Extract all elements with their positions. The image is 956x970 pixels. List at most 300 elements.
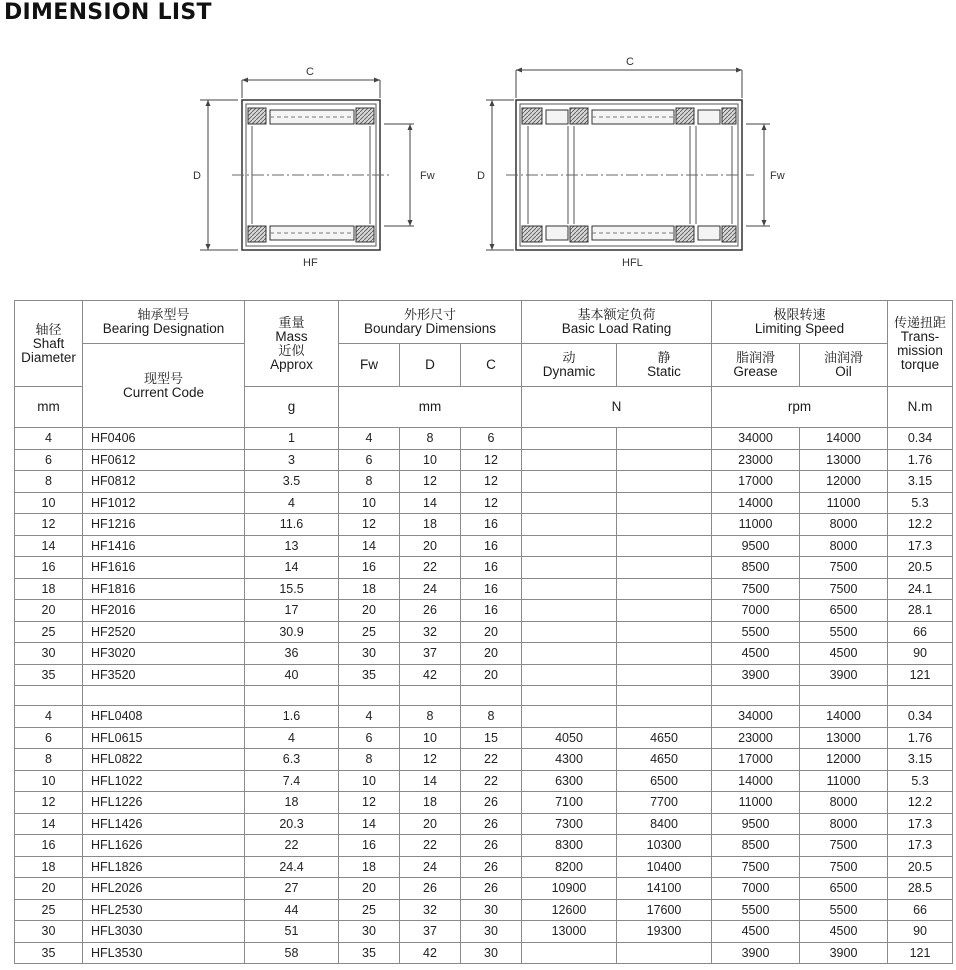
fw-cell: 8 (339, 471, 400, 493)
code-cell: HF0612 (83, 449, 245, 471)
code-cell: HF1216 (83, 514, 245, 536)
limiting-speed-header: 极限转速 Limiting Speed (712, 301, 888, 344)
c-cell: 12 (461, 492, 522, 514)
dynamic-cell: 10900 (522, 878, 617, 900)
static-cell (617, 600, 712, 622)
static-cell (617, 578, 712, 600)
code-cell: HF0812 (83, 471, 245, 493)
torque-cell: 28.1 (888, 600, 953, 622)
spacer-cell (800, 686, 888, 706)
grease-cell: 7000 (712, 878, 800, 900)
c-cell: 22 (461, 770, 522, 792)
grease-cell: 17000 (712, 749, 800, 771)
grease-cell: 3900 (712, 942, 800, 964)
d-cell: 10 (400, 449, 461, 471)
shaft-cell: 25 (15, 899, 83, 921)
c-cell: 8 (461, 706, 522, 728)
static-header: 静 Static (617, 344, 712, 387)
fw-cell: 12 (339, 792, 400, 814)
mass-cell: 17 (245, 600, 339, 622)
grease-cell: 23000 (712, 449, 800, 471)
table-row (15, 921, 953, 943)
code-cell: HF3020 (83, 643, 245, 665)
mass-cell: 3.5 (245, 471, 339, 493)
hfl-dim-c-label: C (626, 56, 634, 68)
boundary-unit: mm (339, 387, 522, 428)
oil-cell: 8000 (800, 792, 888, 814)
dynamic-cell (522, 621, 617, 643)
shaft-cell: 4 (15, 706, 83, 728)
dynamic-cell: 12600 (522, 899, 617, 921)
section-spacer-row (15, 686, 953, 706)
d-cell: 8 (400, 706, 461, 728)
fw-cell: 6 (339, 449, 400, 471)
fw-cell: 16 (339, 835, 400, 857)
oil-cell: 14000 (800, 428, 888, 450)
c-cell: 12 (461, 449, 522, 471)
table-row (15, 514, 953, 536)
oil-cell: 14000 (800, 706, 888, 728)
torque-cell: 20.5 (888, 856, 953, 878)
dynamic-cell (522, 942, 617, 964)
shaft-cell: 20 (15, 600, 83, 622)
c-cell: 26 (461, 856, 522, 878)
grease-cell: 7500 (712, 856, 800, 878)
oil-cell: 11000 (800, 770, 888, 792)
c-cell: 26 (461, 792, 522, 814)
basic-load-rating-header: 基本额定负荷 Basic Load Rating (522, 301, 712, 344)
hf-label: HF (303, 257, 318, 269)
code-cell: HFL1426 (83, 813, 245, 835)
spacer-cell (461, 686, 522, 706)
mass-cell: 51 (245, 921, 339, 943)
shaft-cell: 14 (15, 813, 83, 835)
code-cell: HFL1826 (83, 856, 245, 878)
torque-cell: 17.3 (888, 835, 953, 857)
mass-unit: g (245, 387, 339, 428)
shaft-cell: 14 (15, 535, 83, 557)
torque-cell: 90 (888, 643, 953, 665)
table-row (15, 942, 953, 964)
fw-cell: 12 (339, 514, 400, 536)
static-cell: 17600 (617, 899, 712, 921)
torque-cell: 121 (888, 664, 953, 686)
code-cell: HFL0615 (83, 727, 245, 749)
shaft-cell: 12 (15, 514, 83, 536)
mass-cell: 58 (245, 942, 339, 964)
d-cell: 10 (400, 727, 461, 749)
speed-unit: rpm (712, 387, 888, 428)
fw-cell: 16 (339, 557, 400, 579)
mass-cell: 18 (245, 792, 339, 814)
mass-cell: 6.3 (245, 749, 339, 771)
page-title: DIMENSION LIST (4, 0, 212, 25)
spacer-cell (400, 686, 461, 706)
table-row (15, 664, 953, 686)
mass-cell: 4 (245, 727, 339, 749)
static-cell (617, 535, 712, 557)
table-row (15, 792, 953, 814)
mass-cell: 30.9 (245, 621, 339, 643)
c-cell: 15 (461, 727, 522, 749)
torque-cell: 66 (888, 899, 953, 921)
fw-cell: 10 (339, 492, 400, 514)
dimension-table (14, 300, 953, 964)
c-cell: 20 (461, 643, 522, 665)
oil-cell: 8000 (800, 813, 888, 835)
dynamic-cell (522, 557, 617, 579)
dynamic-cell (522, 449, 617, 471)
static-cell (617, 706, 712, 728)
shaft-cell: 18 (15, 856, 83, 878)
static-cell: 10300 (617, 835, 712, 857)
dynamic-cell: 4050 (522, 727, 617, 749)
static-cell (617, 471, 712, 493)
dynamic-header: 动 Dynamic (522, 344, 617, 387)
mass-header: 重量 Mass 近似 Approx (245, 301, 339, 387)
torque-cell: 20.5 (888, 557, 953, 579)
mass-cell: 13 (245, 535, 339, 557)
mass-cell: 3 (245, 449, 339, 471)
code-cell: HFL1226 (83, 792, 245, 814)
static-cell: 14100 (617, 878, 712, 900)
oil-cell: 3900 (800, 664, 888, 686)
dynamic-cell (522, 664, 617, 686)
boundary-dimensions-header: 外形尺寸 Boundary Dimensions (339, 301, 522, 344)
shaft-cell: 16 (15, 835, 83, 857)
torque-cell: 0.34 (888, 428, 953, 450)
torque-cell: 12.2 (888, 514, 953, 536)
spacer-cell (712, 686, 800, 706)
d-cell: 14 (400, 770, 461, 792)
grease-cell: 7000 (712, 600, 800, 622)
mass-cell: 7.4 (245, 770, 339, 792)
dynamic-cell (522, 578, 617, 600)
table-row (15, 813, 953, 835)
torque-cell: 1.76 (888, 727, 953, 749)
c-cell: 30 (461, 899, 522, 921)
table-row (15, 557, 953, 579)
oil-cell: 13000 (800, 727, 888, 749)
torque-cell: 1.76 (888, 449, 953, 471)
shaft-cell: 12 (15, 792, 83, 814)
grease-cell: 8500 (712, 835, 800, 857)
oil-cell: 7500 (800, 835, 888, 857)
c-cell: 16 (461, 600, 522, 622)
code-cell: HF1416 (83, 535, 245, 557)
oil-cell: 12000 (800, 471, 888, 493)
shaft-diameter-header: 轴径 Shaft Diameter (15, 301, 83, 387)
shaft-cell: 10 (15, 492, 83, 514)
mass-cell: 1 (245, 428, 339, 450)
d-cell: 8 (400, 428, 461, 450)
shaft-cell: 10 (15, 770, 83, 792)
shaft-cell: 18 (15, 578, 83, 600)
table-row (15, 856, 953, 878)
dynamic-cell: 8200 (522, 856, 617, 878)
d-cell: 32 (400, 621, 461, 643)
fw-cell: 30 (339, 643, 400, 665)
table-row (15, 600, 953, 622)
d-cell: 14 (400, 492, 461, 514)
fw-cell: 20 (339, 600, 400, 622)
table-row (15, 899, 953, 921)
table-row (15, 578, 953, 600)
shaft-cell: 4 (15, 428, 83, 450)
fw-cell: 30 (339, 921, 400, 943)
table-row (15, 535, 953, 557)
static-cell: 6500 (617, 770, 712, 792)
fw-cell: 10 (339, 770, 400, 792)
table-body (15, 428, 953, 964)
fw-cell: 20 (339, 878, 400, 900)
dynamic-cell: 7300 (522, 813, 617, 835)
fw-cell: 6 (339, 727, 400, 749)
grease-cell: 11000 (712, 514, 800, 536)
oil-cell: 7500 (800, 557, 888, 579)
mass-cell: 11.6 (245, 514, 339, 536)
hf-dim-fw-label: Fw (420, 170, 435, 182)
code-cell: HFL0408 (83, 706, 245, 728)
table-row (15, 727, 953, 749)
grease-cell: 9500 (712, 813, 800, 835)
c-cell: 16 (461, 514, 522, 536)
d-cell: 32 (400, 899, 461, 921)
oil-cell: 7500 (800, 578, 888, 600)
fw-cell: 35 (339, 942, 400, 964)
mass-cell: 22 (245, 835, 339, 857)
code-cell: HF0406 (83, 428, 245, 450)
fw-cell: 18 (339, 578, 400, 600)
c-cell: 16 (461, 557, 522, 579)
d-cell: 37 (400, 921, 461, 943)
fw-cell: 25 (339, 621, 400, 643)
static-cell (617, 664, 712, 686)
c-cell: 26 (461, 835, 522, 857)
shaft-cell: 8 (15, 471, 83, 493)
oil-cell: 13000 (800, 449, 888, 471)
d-cell: 22 (400, 557, 461, 579)
d-cell: 12 (400, 749, 461, 771)
hfl-dim-fw-label: Fw (770, 170, 785, 182)
fw-header: Fw (339, 344, 400, 387)
oil-cell: 6500 (800, 878, 888, 900)
static-cell (617, 514, 712, 536)
grease-cell: 4500 (712, 643, 800, 665)
bearing-drawings (0, 40, 956, 300)
code-cell: HFL0822 (83, 749, 245, 771)
dynamic-cell (522, 535, 617, 557)
static-cell: 10400 (617, 856, 712, 878)
oil-cell: 11000 (800, 492, 888, 514)
d-cell: 18 (400, 792, 461, 814)
mass-cell: 40 (245, 664, 339, 686)
c-cell: 30 (461, 921, 522, 943)
oil-cell: 7500 (800, 856, 888, 878)
torque-cell: 17.3 (888, 535, 953, 557)
shaft-cell: 35 (15, 942, 83, 964)
code-cell: HF1012 (83, 492, 245, 514)
oil-cell: 3900 (800, 942, 888, 964)
dynamic-cell: 13000 (522, 921, 617, 943)
torque-cell: 12.2 (888, 792, 953, 814)
c-cell: 30 (461, 942, 522, 964)
grease-cell: 23000 (712, 727, 800, 749)
table-row (15, 492, 953, 514)
oil-cell: 6500 (800, 600, 888, 622)
mass-cell: 14 (245, 557, 339, 579)
torque-cell: 24.1 (888, 578, 953, 600)
table-row (15, 878, 953, 900)
code-cell: HFL3030 (83, 921, 245, 943)
dynamic-cell: 4300 (522, 749, 617, 771)
mass-cell: 15.5 (245, 578, 339, 600)
code-cell: HFL1022 (83, 770, 245, 792)
c-cell: 22 (461, 749, 522, 771)
grease-cell: 17000 (712, 471, 800, 493)
c-cell: 26 (461, 813, 522, 835)
table-row (15, 428, 953, 450)
bearing-designation-header: 轴承型号 Bearing Designation (83, 301, 245, 344)
torque-cell: 66 (888, 621, 953, 643)
code-cell: HF1616 (83, 557, 245, 579)
shaft-cell: 6 (15, 449, 83, 471)
code-cell: HFL1626 (83, 835, 245, 857)
d-cell: 20 (400, 535, 461, 557)
shaft-unit: mm (15, 387, 83, 428)
grease-cell: 8500 (712, 557, 800, 579)
grease-cell: 5500 (712, 621, 800, 643)
hf-dim-c-label: C (306, 66, 314, 78)
table-row (15, 621, 953, 643)
mass-cell: 36 (245, 643, 339, 665)
fw-cell: 4 (339, 428, 400, 450)
table-row (15, 835, 953, 857)
fw-cell: 8 (339, 749, 400, 771)
spacer-cell (522, 686, 617, 706)
spacer-cell (888, 686, 953, 706)
table-row (15, 770, 953, 792)
hfl-label: HFL (622, 257, 643, 269)
static-cell: 7700 (617, 792, 712, 814)
shaft-cell: 16 (15, 557, 83, 579)
oil-cell: 8000 (800, 535, 888, 557)
d-cell: 18 (400, 514, 461, 536)
torque-cell: 17.3 (888, 813, 953, 835)
dynamic-cell (522, 471, 617, 493)
hf-dim-d-label: D (193, 170, 201, 182)
static-cell (617, 449, 712, 471)
d-cell: 24 (400, 578, 461, 600)
code-cell: HFL2530 (83, 899, 245, 921)
grease-cell: 14000 (712, 770, 800, 792)
oil-cell: 5500 (800, 621, 888, 643)
grease-cell: 34000 (712, 428, 800, 450)
hfl-dim-d-label: D (477, 170, 485, 182)
transmission-torque-header: 传递扭距 Trans-mission torque (888, 301, 953, 387)
dynamic-cell: 6300 (522, 770, 617, 792)
oil-cell: 12000 (800, 749, 888, 771)
static-cell (617, 428, 712, 450)
static-cell (617, 643, 712, 665)
mass-cell: 44 (245, 899, 339, 921)
dynamic-cell (522, 492, 617, 514)
grease-header: 脂润滑 Grease (712, 344, 800, 387)
c-cell: 16 (461, 578, 522, 600)
c-header: C (461, 344, 522, 387)
d-cell: 26 (400, 600, 461, 622)
dynamic-cell (522, 514, 617, 536)
code-cell: HFL2026 (83, 878, 245, 900)
c-cell: 16 (461, 535, 522, 557)
torque-cell: 3.15 (888, 471, 953, 493)
d-cell: 24 (400, 856, 461, 878)
c-cell: 20 (461, 621, 522, 643)
grease-cell: 34000 (712, 706, 800, 728)
torque-cell: 5.3 (888, 770, 953, 792)
dynamic-cell (522, 600, 617, 622)
current-code-header: 现型号 Current Code (83, 344, 245, 428)
static-cell: 4650 (617, 749, 712, 771)
torque-cell: 28.5 (888, 878, 953, 900)
static-cell (617, 621, 712, 643)
spacer-cell (245, 686, 339, 706)
static-cell: 8400 (617, 813, 712, 835)
oil-cell: 5500 (800, 899, 888, 921)
d-cell: 22 (400, 835, 461, 857)
static-cell (617, 942, 712, 964)
d-cell: 26 (400, 878, 461, 900)
static-cell (617, 557, 712, 579)
mass-cell: 20.3 (245, 813, 339, 835)
d-cell: 20 (400, 813, 461, 835)
c-cell: 26 (461, 878, 522, 900)
oil-cell: 4500 (800, 921, 888, 943)
fw-cell: 35 (339, 664, 400, 686)
spacer-cell (339, 686, 400, 706)
oil-header: 油润滑 Oil (800, 344, 888, 387)
shaft-cell: 30 (15, 643, 83, 665)
table-row (15, 471, 953, 493)
shaft-cell: 8 (15, 749, 83, 771)
load-unit: N (522, 387, 712, 428)
oil-cell: 8000 (800, 514, 888, 536)
shaft-cell: 25 (15, 621, 83, 643)
static-cell: 4650 (617, 727, 712, 749)
dynamic-cell (522, 706, 617, 728)
grease-cell: 11000 (712, 792, 800, 814)
hfl-drawing (477, 56, 785, 269)
grease-cell: 9500 (712, 535, 800, 557)
fw-cell: 4 (339, 706, 400, 728)
mass-cell: 24.4 (245, 856, 339, 878)
d-cell: 42 (400, 942, 461, 964)
c-cell: 6 (461, 428, 522, 450)
code-cell: HF2520 (83, 621, 245, 643)
fw-cell: 14 (339, 813, 400, 835)
hf-drawing (193, 66, 435, 269)
dynamic-cell: 8300 (522, 835, 617, 857)
d-header: D (400, 344, 461, 387)
mass-cell: 4 (245, 492, 339, 514)
shaft-cell: 30 (15, 921, 83, 943)
fw-cell: 25 (339, 899, 400, 921)
spacer-cell (83, 686, 245, 706)
fw-cell: 18 (339, 856, 400, 878)
torque-cell: 0.34 (888, 706, 953, 728)
torque-cell: 121 (888, 942, 953, 964)
torque-cell: 90 (888, 921, 953, 943)
